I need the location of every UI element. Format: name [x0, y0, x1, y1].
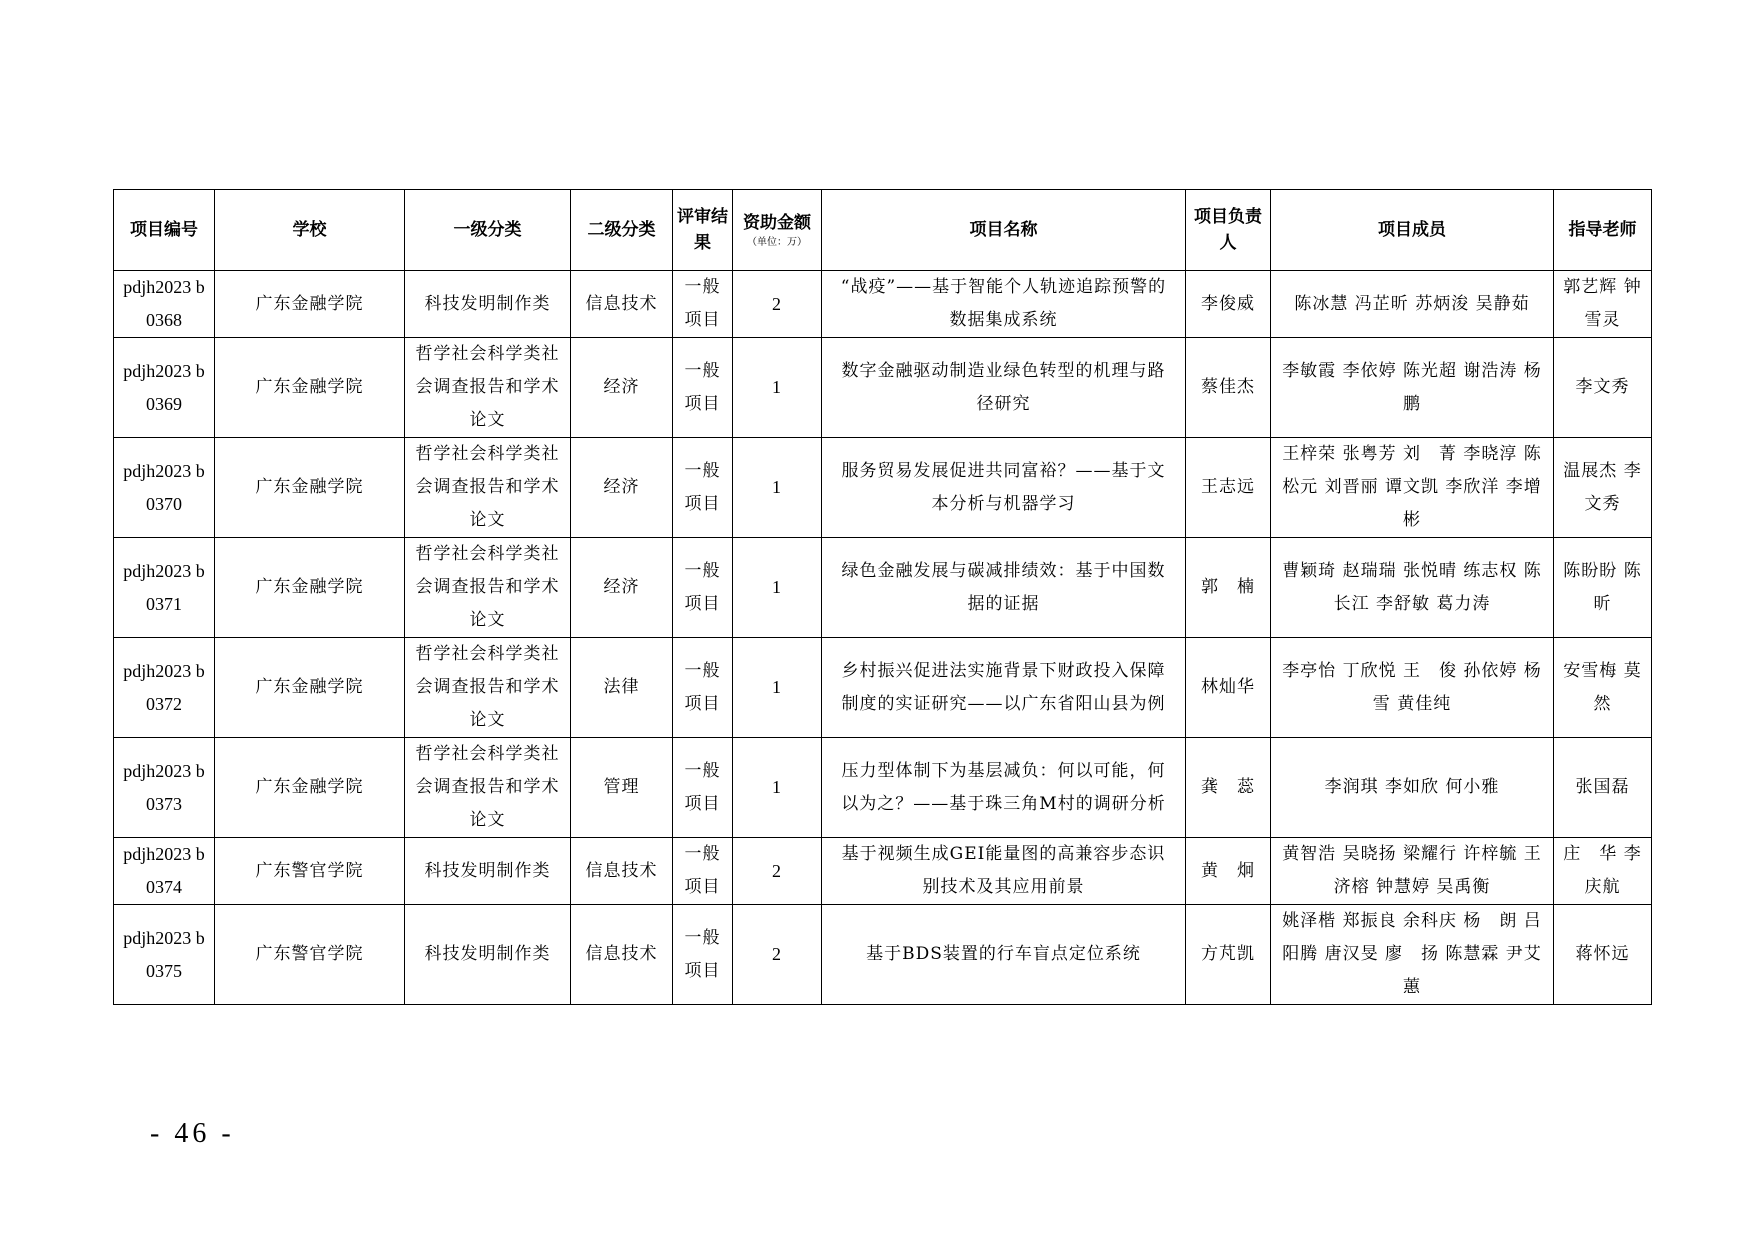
cell-review-result: 一般项目 [673, 438, 733, 538]
cell-category-level1: 哲学社会科学类社会调查报告和学术论文 [405, 638, 571, 738]
project-table [113, 189, 1660, 1005]
header-project-members: 项目成员 [1271, 190, 1554, 271]
cell-funding-amount: 2 [733, 271, 822, 338]
cell-project-leader: 王志远 [1186, 438, 1271, 538]
cell-code: pdjh2023 b0375 [114, 905, 215, 1005]
project-table-container [113, 189, 1660, 1005]
cell-advisor: 张国磊 [1554, 738, 1652, 838]
cell-funding-amount: 1 [733, 438, 822, 538]
cell-project-members: 李亭怡 丁欣悦 王 俊 孙依婷 杨 雪 黄佳纯 [1271, 638, 1554, 738]
table-row [114, 838, 1652, 905]
cell-project-name: 数字金融驱动制造业绿色转型的机理与路径研究 [822, 338, 1186, 438]
cell-project-name: 服务贸易发展促进共同富裕？——基于文本分析与机器学习 [822, 438, 1186, 538]
table-row [114, 438, 1652, 538]
cell-category-level2: 法律 [571, 638, 673, 738]
cell-advisor: 温展杰 李文秀 [1554, 438, 1652, 538]
cell-school: 广东金融学院 [215, 438, 405, 538]
cell-advisor: 安雪梅 莫 然 [1554, 638, 1652, 738]
cell-category-level2: 经济 [571, 538, 673, 638]
cell-review-result: 一般项目 [673, 905, 733, 1005]
cell-category-level1: 科技发明制作类 [405, 905, 571, 1005]
header-project-leader: 项目负责人 [1186, 190, 1271, 271]
cell-review-result: 一般项目 [673, 738, 733, 838]
cell-review-result: 一般项目 [673, 338, 733, 438]
cell-category-level1: 科技发明制作类 [405, 838, 571, 905]
cell-review-result: 一般项目 [673, 638, 733, 738]
header-funding-amount-label: 资助金额 [743, 213, 811, 233]
cell-category-level1: 科技发明制作类 [405, 271, 571, 338]
page-number: - 46 - [150, 1118, 235, 1149]
cell-advisor: 郭艺辉 钟雪灵 [1554, 271, 1652, 338]
header-category-level1: 一级分类 [405, 190, 571, 271]
cell-project-members: 王梓荣 张粤芳 刘 菁 李晓淳 陈松元 刘晋丽 谭文凯 李欣洋 李增彬 [1271, 438, 1554, 538]
cell-category-level2: 信息技术 [571, 271, 673, 338]
cell-category-level1: 哲学社会科学类社会调查报告和学术论文 [405, 738, 571, 838]
cell-category-level1: 哲学社会科学类社会调查报告和学术论文 [405, 338, 571, 438]
cell-project-members: 李敏霞 李依婷 陈光超 谢浩涛 杨 鹏 [1271, 338, 1554, 438]
cell-review-result: 一般项目 [673, 838, 733, 905]
header-review-result: 评审结果 [673, 190, 733, 271]
cell-project-name: 绿色金融发展与碳减排绩效：基于中国数据的证据 [822, 538, 1186, 638]
cell-project-leader: 郭 楠 [1186, 538, 1271, 638]
table-row [114, 738, 1652, 838]
cell-school: 广东金融学院 [215, 271, 405, 338]
cell-funding-amount: 2 [733, 838, 822, 905]
header-funding-amount [733, 190, 822, 271]
cell-school: 广东金融学院 [215, 638, 405, 738]
table-row [114, 271, 1652, 338]
cell-code: pdjh2023 b0372 [114, 638, 215, 738]
cell-school: 广东金融学院 [215, 338, 405, 438]
cell-category-level2: 经济 [571, 338, 673, 438]
cell-project-members: 李润琪 李如欣 何小雅 [1271, 738, 1554, 838]
cell-project-name: 乡村振兴促进法实施背景下财政投入保障制度的实证研究——以广东省阳山县为例 [822, 638, 1186, 738]
cell-project-leader: 林灿华 [1186, 638, 1271, 738]
header-school: 学校 [215, 190, 405, 271]
cell-project-leader: 李俊威 [1186, 271, 1271, 338]
cell-school: 广东金融学院 [215, 738, 405, 838]
cell-advisor: 陈盼盼 陈 昕 [1554, 538, 1652, 638]
header-code: 项目编号 [114, 190, 215, 271]
cell-funding-amount: 1 [733, 638, 822, 738]
cell-funding-amount: 1 [733, 538, 822, 638]
cell-project-name: “战疫”——基于智能个人轨迹追踪预警的数据集成系统 [822, 271, 1186, 338]
cell-category-level1: 哲学社会科学类社会调查报告和学术论文 [405, 538, 571, 638]
cell-school: 广东金融学院 [215, 538, 405, 638]
cell-review-result: 一般项目 [673, 271, 733, 338]
table-row [114, 905, 1652, 1005]
cell-category-level2: 经济 [571, 438, 673, 538]
cell-project-members: 曹颖琦 赵瑞瑞 张悦晴 练志权 陈长江 李舒敏 葛力涛 [1271, 538, 1554, 638]
cell-funding-amount: 2 [733, 905, 822, 1005]
table-row [114, 638, 1652, 738]
cell-advisor: 庄 华 李庆航 [1554, 838, 1652, 905]
header-advisor: 指导老师 [1554, 190, 1652, 271]
cell-project-name: 基于视频生成GEI能量图的高兼容步态识别技术及其应用前景 [822, 838, 1186, 905]
cell-category-level2: 信息技术 [571, 838, 673, 905]
cell-school: 广东警官学院 [215, 905, 405, 1005]
cell-code: pdjh2023 b0369 [114, 338, 215, 438]
cell-project-name: 压力型体制下为基层减负：何以可能，何以为之？——基于珠三角M村的调研分析 [822, 738, 1186, 838]
cell-code: pdjh2023 b0371 [114, 538, 215, 638]
cell-code: pdjh2023 b0370 [114, 438, 215, 538]
cell-advisor: 蒋怀远 [1554, 905, 1652, 1005]
cell-school: 广东警官学院 [215, 838, 405, 905]
header-project-name: 项目名称 [822, 190, 1186, 271]
cell-project-members: 陈冰慧 冯芷昕 苏炳浚 吴静茹 [1271, 271, 1554, 338]
cell-project-name: 基于BDS装置的行车盲点定位系统 [822, 905, 1186, 1005]
cell-project-leader: 方芃凯 [1186, 905, 1271, 1005]
cell-funding-amount: 1 [733, 338, 822, 438]
cell-category-level2: 管理 [571, 738, 673, 838]
cell-project-members: 姚泽楷 郑振良 余科庆 杨 朗 吕阳腾 唐汉旻 廖 扬 陈慧霖 尹艾蕙 [1271, 905, 1554, 1005]
cell-project-members: 黄智浩 吴晓扬 梁耀行 许梓毓 王济榕 钟慧婷 吴禹衡 [1271, 838, 1554, 905]
cell-review-result: 一般项目 [673, 538, 733, 638]
cell-project-leader: 龚 蕊 [1186, 738, 1271, 838]
table-row [114, 538, 1652, 638]
cell-category-level2: 信息技术 [571, 905, 673, 1005]
cell-advisor: 李文秀 [1554, 338, 1652, 438]
header-funding-amount-unit: （单位：万） [747, 237, 807, 248]
cell-funding-amount: 1 [733, 738, 822, 838]
table-row [114, 338, 1652, 438]
cell-project-leader: 黄 炯 [1186, 838, 1271, 905]
cell-code: pdjh2023 b0373 [114, 738, 215, 838]
table-header-row [114, 190, 1652, 271]
cell-code: pdjh2023 b0374 [114, 838, 215, 905]
cell-project-leader: 蔡佳杰 [1186, 338, 1271, 438]
cell-category-level1: 哲学社会科学类社会调查报告和学术论文 [405, 438, 571, 538]
header-category-level2: 二级分类 [571, 190, 673, 271]
cell-code: pdjh2023 b0368 [114, 271, 215, 338]
